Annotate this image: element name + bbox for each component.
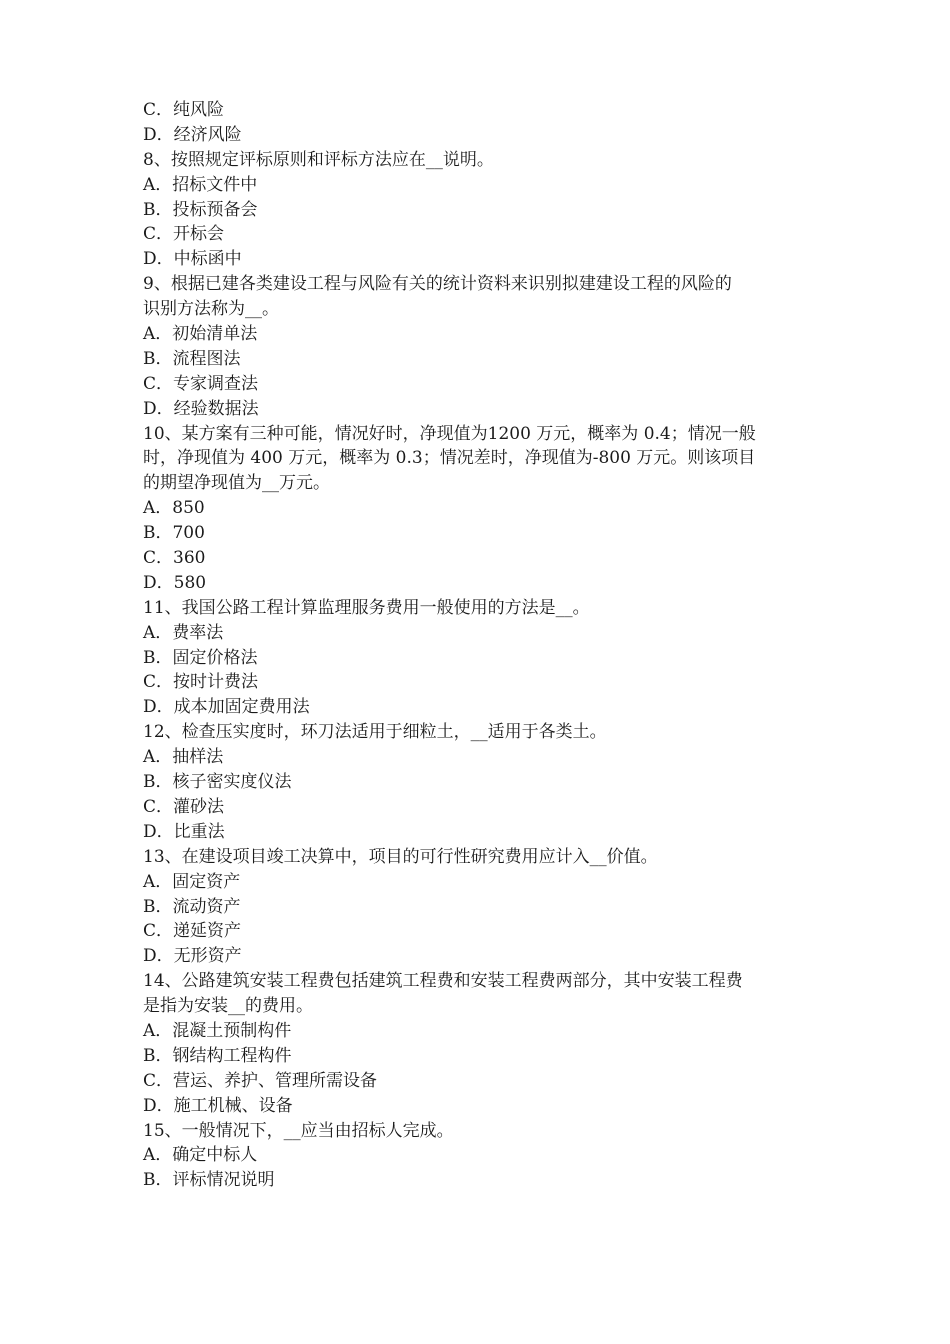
option-line: C．灌砂法 bbox=[143, 796, 225, 817]
option-line: B．固定价格法 bbox=[143, 647, 258, 668]
option-line: B．流程图法 bbox=[143, 348, 241, 369]
option-line: A．850 bbox=[143, 498, 205, 519]
question-line: 时，净现值为 400 万元，概率为 0.3；情况差时，净现值为-800 万元。则该项目 bbox=[143, 448, 756, 469]
option-line: A．招标文件中 bbox=[143, 174, 258, 195]
option-line: C．360 bbox=[143, 548, 206, 569]
text-line: C．纯风险 bbox=[143, 100, 225, 120]
option-line: D．经验数据法 bbox=[143, 398, 259, 419]
question-line: 12、检查压实度时，环刀法适用于细粒土，__适用于各类土。 bbox=[143, 722, 607, 743]
option-line: C．按时计费法 bbox=[143, 672, 259, 693]
option-line: D．施工机械、设备 bbox=[143, 1095, 293, 1116]
question-line: 8、按照规定评标原则和评标方法应在__说明。 bbox=[143, 149, 494, 170]
option-line: D．比重法 bbox=[143, 821, 225, 842]
option-line: C．营运、养护、管理所需设备 bbox=[143, 1070, 378, 1091]
question-line: 10、某方案有三种可能，情况好时，净现值为1200 万元，概率为 0.4；情况一般 bbox=[143, 423, 756, 444]
option-line: C．开标会 bbox=[143, 224, 225, 245]
question-line: 14、公路建筑安装工程费包括建筑工程费和安装工程费两部分，其中安装工程费 bbox=[143, 971, 743, 992]
option-line: B．流动资产 bbox=[143, 896, 241, 917]
text-line: D．经济风险 bbox=[143, 124, 242, 145]
option-line: B．投标预备会 bbox=[143, 199, 258, 220]
option-line: D．580 bbox=[143, 572, 207, 593]
document-body bbox=[143, 98, 813, 1193]
option-line: B．核子密实度仪法 bbox=[143, 772, 292, 793]
option-line: A．费率法 bbox=[143, 622, 224, 643]
question-line: 11、我国公路工程计算监理服务费用一般使用的方法是__。 bbox=[143, 597, 590, 618]
option-line: C．专家调查法 bbox=[143, 373, 259, 394]
question-line: 是指为安装__的费用。 bbox=[143, 996, 313, 1017]
question-line: 识别方法称为__。 bbox=[143, 299, 279, 320]
option-line: A．初始清单法 bbox=[143, 324, 258, 345]
option-line: A．抽样法 bbox=[143, 747, 224, 768]
option-line: B．钢结构工程构件 bbox=[143, 1045, 292, 1066]
question-line: 的期望净现值为__万元。 bbox=[143, 473, 330, 494]
option-line: B．700 bbox=[143, 523, 205, 544]
question-line: 9、根据已建各类建设工程与风险有关的统计资料来识别拟建建设工程的风险的 bbox=[143, 274, 732, 295]
option-line: A．固定资产 bbox=[143, 871, 241, 892]
option-line: A．确定中标人 bbox=[143, 1145, 258, 1166]
option-line: A．混凝土预制构件 bbox=[143, 1020, 292, 1041]
question-line: 15、一般情况下，__应当由招标人完成。 bbox=[143, 1120, 454, 1141]
question-line: 13、在建设项目竣工决算中，项目的可行性研究费用应计入__价值。 bbox=[143, 846, 658, 867]
option-line: D．成本加固定费用法 bbox=[143, 697, 310, 718]
option-line: C．递延资产 bbox=[143, 921, 242, 942]
option-line: B．评标情况说明 bbox=[143, 1170, 275, 1191]
option-line: D．无形资产 bbox=[143, 946, 242, 967]
option-line: D．中标函中 bbox=[143, 249, 242, 270]
